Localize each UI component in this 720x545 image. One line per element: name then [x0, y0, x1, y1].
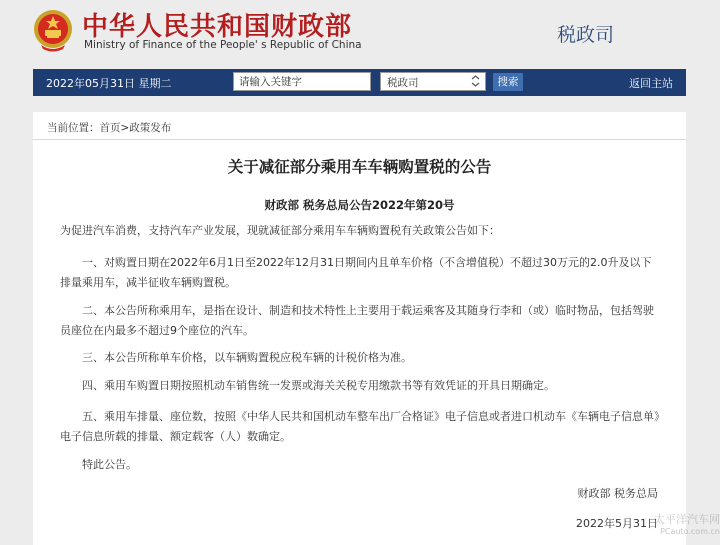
search-scope-value: 税政司	[387, 77, 419, 89]
search-button[interactable]: 搜索	[493, 73, 523, 91]
divider	[33, 139, 686, 140]
article-paragraph: 特此公告。	[82, 458, 137, 471]
article-paragraph: 四、乘用车购置日期按照机动车销售统一发票或海关关税专用缴款书等有效凭证的开具日期确定。	[82, 379, 555, 392]
breadcrumb[interactable]: 当前位置：首页>政策发布	[47, 122, 172, 134]
watermark-text: 太平洋汽车网	[654, 513, 720, 526]
site-header	[0, 0, 720, 68]
return-home-link[interactable]: 返回主站	[629, 77, 673, 90]
watermark-sub: PCauto.com.cn	[660, 527, 720, 536]
watermark	[640, 514, 720, 544]
current-date: 2022年05月31日 星期二	[46, 77, 172, 90]
department-name[interactable]: 税政司	[557, 24, 615, 46]
article-title: 关于减征部分乘用车车辆购置税的公告	[227, 158, 492, 176]
nav-bar	[33, 69, 686, 96]
article-paragraph: 一、对购置日期在2022年6月1日至2022年12月31日期间内且单车价格（不含增值税）不超过30万元的2.0升及以下排量乘用车，减半征收车辆购置税。	[60, 256, 652, 289]
article-paragraph: 五、乘用车排量、座位数，按照《中华人民共和国机动车整车出厂合格证》电子信息或者进口机动车《车辆电子信息单》电子信息所载的排量、额定载客（人）数确定。	[60, 410, 660, 443]
site-title-en: Ministry of Finance of the People' s Republic of China	[84, 39, 362, 51]
chevron-updown-icon	[470, 74, 481, 88]
article-signer: 财政部 税务总局	[577, 487, 658, 500]
article-date: 2022年5月31日	[576, 517, 658, 530]
national-emblem-icon[interactable]	[33, 9, 73, 53]
search-input[interactable]	[233, 72, 371, 91]
document-number: 财政部 税务总局公告2022年第20号	[264, 198, 455, 212]
article-paragraph: 为促进汽车消费，支持汽车产业发展，现就减征部分乘用车车辆购置税有关政策公告如下：	[60, 224, 500, 237]
search-scope-select[interactable]	[380, 72, 486, 91]
article-paragraph: 二、本公告所称乘用车，是指在设计、制造和技术特性上主要用于载运乘客及其随身行李和（或）临时物品，包括驾驶员座位在内最多不超过9个座位的汽车。	[60, 304, 654, 337]
site-title-cn[interactable]: 中华人民共和国财政部	[82, 12, 353, 42]
article-paragraph: 三、本公告所称单车价格，以车辆购置税应税车辆的计税价格为准。	[82, 351, 412, 364]
article-panel	[33, 112, 686, 545]
